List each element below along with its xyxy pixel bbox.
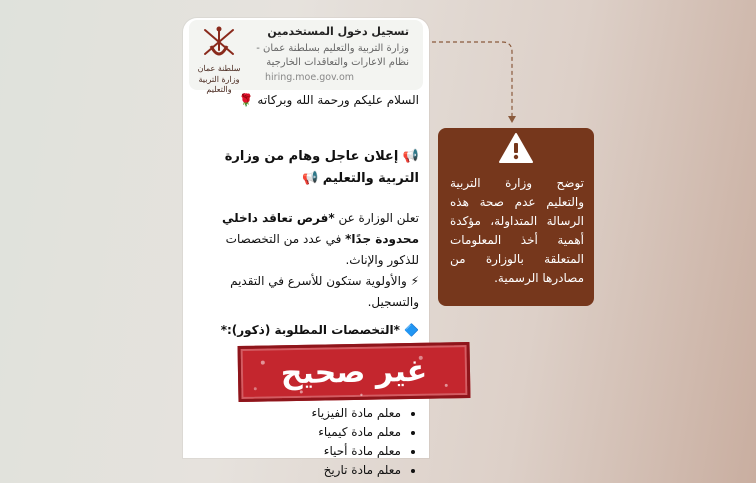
oman-emblem-icon xyxy=(193,24,245,64)
body-bold: *فرص تعاقد داخلي محدودة جدًا* xyxy=(221,211,419,246)
warning-triangle-icon xyxy=(498,132,534,164)
clarification-text: توضح وزارة التربية والتعليم عدم صحة هذه الرسالة المتداولة، مؤكدة أهمية أخذ المعلومات المتعلقة بالوزارة من مصادرها الرسمية. xyxy=(450,176,584,285)
list-item: • معلم مادة أحياء xyxy=(201,442,401,461)
logo-text-oman: سلطنة عمان xyxy=(197,64,241,73)
connector-arrow xyxy=(430,36,530,128)
body-rest: في عدد من التخصصات للذكور والإناث. xyxy=(225,232,419,267)
stamp-label: غير صحيح xyxy=(280,353,428,391)
clarification-card xyxy=(438,128,594,306)
link-preview-title: تسجيل دخول المستخدمين xyxy=(267,25,409,38)
false-stamp xyxy=(238,342,471,402)
logo-text-ministry: وزارة التربية والتعليم xyxy=(198,75,240,94)
specializations-list xyxy=(201,404,419,480)
announcement-body xyxy=(197,208,419,313)
list-item: • معلم مادة كيمياء xyxy=(201,423,401,442)
link-preview[interactable] xyxy=(189,20,423,94)
list-item: • معلم مادة الفيزياء xyxy=(201,404,401,423)
list-item: • معلم مادة تاريخ xyxy=(201,461,401,480)
link-preview-description: وزارة التربية والتعليم بسلطنة عمان - نظام الاعارات والتعاقدات الخارجية xyxy=(256,43,409,68)
body-lead: تعلن الوزارة عن xyxy=(334,211,419,225)
greeting-text: السلام عليكم ورحمة الله وبركاته 🌹 xyxy=(238,93,419,107)
specializations-title: 🔷 *التخصصات المطلوبة (ذكور):* xyxy=(220,323,419,337)
alert-title: 📢 إعلان عاجل وهام من وزارة التربية والتعليم 📢 xyxy=(224,149,419,186)
priority-text: ⚡ والأولوية ستكون للأسرع في التقديم والتسجيل. xyxy=(230,274,419,309)
ministry-logo xyxy=(193,24,245,94)
stamp-texture xyxy=(241,345,474,405)
arrow-head-icon xyxy=(508,116,516,123)
link-preview-url[interactable]: hiring.moe.gov.om xyxy=(265,72,355,83)
